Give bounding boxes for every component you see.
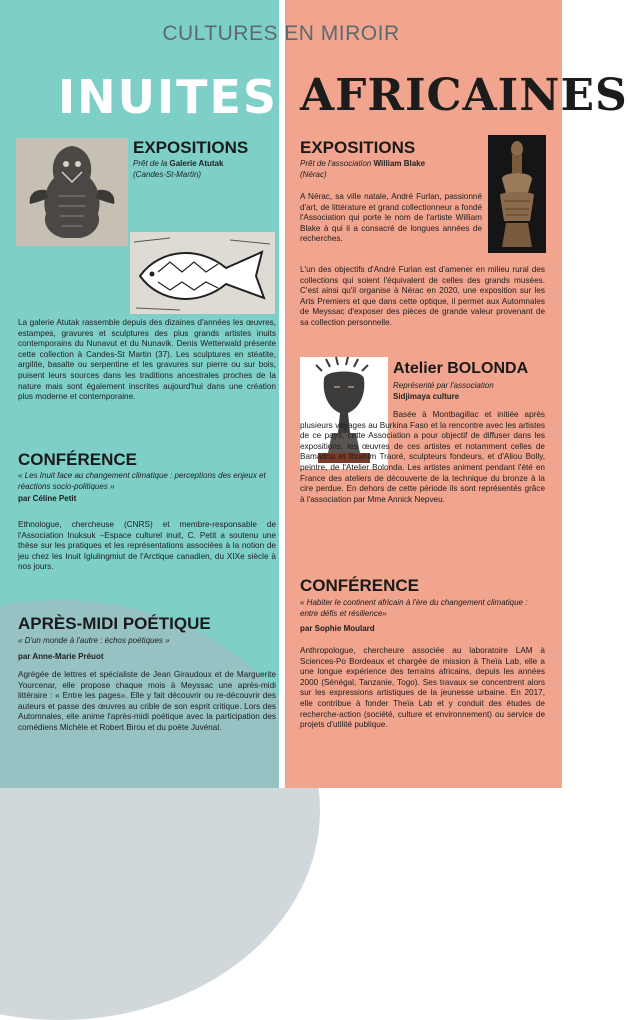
left-expo-title: EXPOSITIONS [133,138,249,157]
right-conference-title: CONFÉRENCE [300,576,420,595]
left-expo-lender-prefix: Prêt de la [133,159,168,168]
africaines-title: AFRICAINES [300,70,628,121]
apres-midi-body: Agrégée de lettres et spécialiste de Jean Giraudoux et de Marguerite Yourcenar, elle propose chaque mois à Meyssac une après-midi littéraire : « Entre les pages». Elle y fait découvrir ou re-découvrir des auteurs et passe des œuvres au crible de son esprit critique. Lors des Automnales, elle anime l'après-midi poétique avec la participation des comédiens Michèle et Robert Birou et du poète Juvénal. [18,670,276,732]
right-conference-body: Anthropologue, chercheure associée au laboratoire LAM à Sciences-Po Bordeaux et chargée de mission à Theïa Lab, elle a une longue expérience des terrains africains, depuis les années 2000 (Sénégal, Tanzanie, Togo). Ses travaux se concentrent alors sur les expressions artistiques de la jeunesse urbaine. En 2017, elle contribue à fonder Theïa Lab et y conduit des études de recherche-action (société, culture et environnement) ou service de projets d'utilité publique. [300,646,545,730]
right-conference-subtitle: « Habiter le continent africain à l'ère du changement climatique : entre défis et résilience» [300,598,528,618]
left-expo-body: La galerie Atutak rassemble depuis des dizaines d'années les œuvres, estampes, gravures et sculptures des plus grands artistes inuits contemporains du Nunavut et du Nunavik. Denis Wetterwald présente cette collection à Candes-St Martin (37). Les sculptures en stéatite, argilite, basalte ou serpentine et les gravures sur pierre ou sur bois, puisent leurs sources dans les traditions ancestrales proches de la nature mais sont également inscrites aujourd'hui dans une création plus moderne et contemporaine. [18,318,276,402]
atelier-lender [393,380,553,402]
right-expo-location: (Nérac) [300,170,327,179]
apres-midi-title: APRÈS-MIDI POÉTIQUE [18,614,211,633]
right-expo-body-1: A Nérac, sa ville natale, André Furlan, passionné d'art, de littérature et grand collectionneur a fondé l'Association qui porte le nom de l'artiste William Blake à qui il a consacré de longues années de recherches. [300,192,482,244]
left-conference-title: CONFÉRENCE [18,450,138,469]
atelier-lender-prefix: Représenté par l'association [393,381,494,390]
atelier-lender-name: Sidjimaya culture [393,392,460,401]
left-expo-lender-name: Galerie Atutak [169,159,224,168]
right-expo-lender-name: William Blake [373,159,426,168]
center-divider [279,0,285,788]
apres-midi-subtitle: « D'un monde à l'autre : échos poétiques » [18,636,170,645]
decorative-arc [0,600,320,1020]
left-expo-location: (Candes-St-Martin) [133,170,202,179]
african-wooden-statue-image [488,135,546,253]
inuites-title: INUITES [58,70,279,124]
inuit-fish-engraving-image [130,232,275,314]
left-conference-subtitle: « Les Inuit face au changement climatique : perceptions des enjeux et réactions socio-politiques » [18,471,266,491]
left-conference-byline: par Céline Petit [18,494,77,503]
right-expo-title: EXPOSITIONS [300,138,416,157]
right-conference-byline: par Sophie Moulard [300,624,375,633]
inuit-stone-sculpture-image [16,138,128,246]
right-expo-lender-prefix: Prêt de l'association [300,159,372,168]
atelier-body: Basée à Montbagillac et initiée après plusieurs voyages au Burkina Faso et la rencontre avec les artistes de ce pays, cette Association a pour objectif de diffuser dans les expositions, les œuvres de ces artistes et notamment celles de Bamadou et Ibrahim Traoré, sculpteurs fondeurs, et d'Aliou Bolly, peintre, de l'Atelier Bolonda. Les artistes animent pendant l'été en France des ateliers de découverte de la technique du bronze à la cire perdue. En dehors de cette période ils sont représentés grâce à l'association par Mme Annick Nepveu. [300,410,545,504]
left-expo-lender [133,158,278,180]
page-title: CULTURES EN MIROIR [162,22,400,45]
right-expo-body-2: L'un des objectifs d'André Furlan est d'amener en milieu rural des collections qui soient l'équivalent de celles des grands musées. C'est ainsi qu'il organise à Nérac en 2020, une exposition sur les Arts Premiers et que dans cette optique, il permet aux Automnales de Meyssac d'exposer des pièces de grande valeur provenant de sa collection personnelle. [300,265,545,327]
apres-midi-byline: par Anne-Marie Préuot [18,652,104,661]
right-expo-lender [300,158,480,180]
atelier-title: Atelier BOLONDA [393,360,529,377]
left-conference-body: Ethnologue, chercheuse (CNRS) et membre-responsable de l'Association Inuksuk –Espace culturel inuit, C. Petit a soutenu une thèse sur les pratiques et les représentations associées à la notion de jeu chez les Inuit Iglulingmiut de l'Arctique canadien, du XIXe siècle à nos jours. [18,520,276,572]
